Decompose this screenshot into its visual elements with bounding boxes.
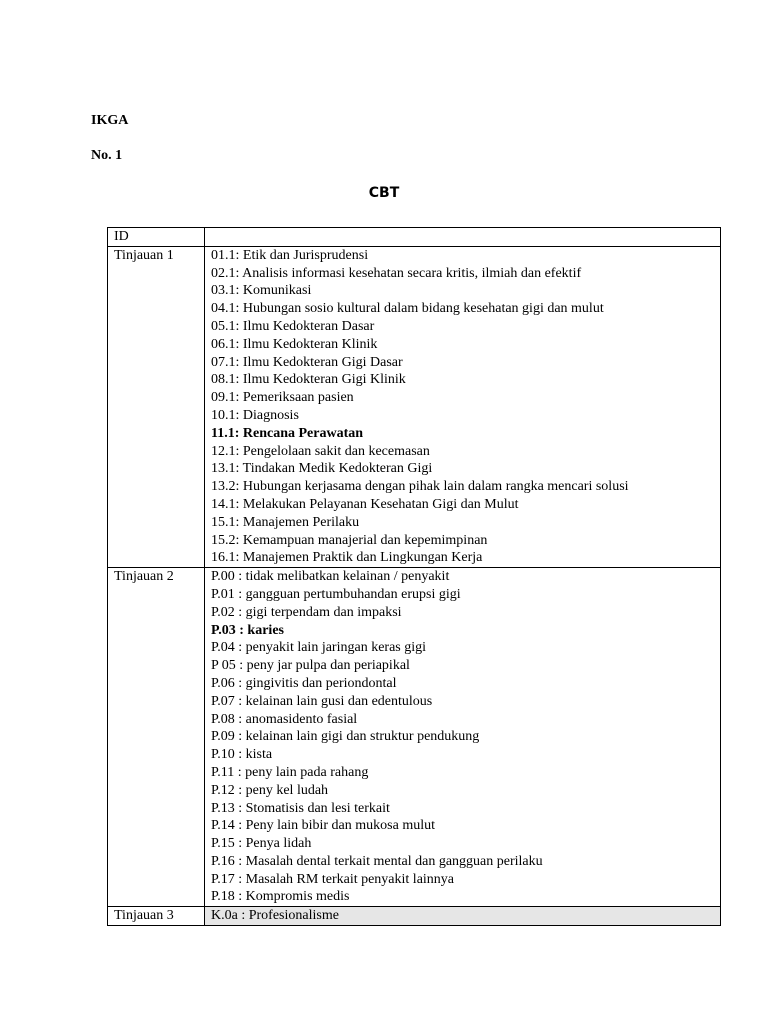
list-item: 06.1: Ilmu Kedokteran Klinik <box>211 336 378 352</box>
list-item: P.08 : anomasidento fasial <box>211 711 358 727</box>
list-item: P.02 : gigi terpendam dan impaksi <box>211 604 402 620</box>
list-item: P.16 : Masalah dental terkait mental dan gangguan perilaku <box>211 853 543 869</box>
id-label-cell: ID <box>108 228 205 247</box>
section-subtitle: CBT <box>368 185 400 201</box>
list-item: P.06 : gingivitis dan periondontal <box>211 675 397 691</box>
list-item: P.04 : penyakit lain jaringan keras gigi <box>211 640 427 656</box>
list-item: P.14 : Peny lain bibir dan mukosa mulut <box>211 818 435 834</box>
row-items-cell <box>205 907 721 926</box>
list-item: 10.1: Diagnosis <box>211 407 299 423</box>
list-item: 02.1: Analisis informasi kesehatan secara kritis, ilmiah dan efektif <box>211 265 582 281</box>
list-item: 16.1: Manajemen Praktik dan Lingkungan Kerja <box>211 550 483 566</box>
list-item: 15.2: Kemampuan manajerial dan kepemimpinan <box>211 532 488 548</box>
table-body <box>108 228 721 926</box>
list-item: P.09 : kelainan lain gigi dan struktur pendukung <box>211 729 480 745</box>
document-title: IKGA <box>91 113 129 128</box>
table-row <box>108 246 721 567</box>
list-item: 13.1: Tindakan Medik Kedokteran Gigi <box>211 461 433 477</box>
classification-table <box>107 227 721 926</box>
list-item: 05.1: Ilmu Kedokteran Dasar <box>211 318 375 334</box>
table-row-id <box>108 228 721 247</box>
list-item: 11.1: Rencana Perawatan <box>211 425 364 441</box>
list-item: P.01 : gangguan pertumbuhandan erupsi gigi <box>211 586 461 602</box>
list-item: P.11 : peny lain pada rahang <box>211 764 369 780</box>
list-item: 15.1: Manajemen Perilaku <box>211 514 360 530</box>
row-label-cell: Tinjauan 1 <box>108 246 205 567</box>
list-item: 01.1: Etik dan Jurisprudensi <box>211 247 369 263</box>
list-item: P 05 : peny jar pulpa dan periapikal <box>211 658 410 674</box>
row-items-cell <box>205 246 721 567</box>
document-number: No. 1 <box>91 148 123 163</box>
list-item: P.10 : kista <box>211 747 273 763</box>
list-item: 03.1: Komunikasi <box>211 283 312 299</box>
list-item: P.17 : Masalah RM terkait penyakit lainnya <box>211 871 455 887</box>
id-value-cell <box>205 228 721 247</box>
list-item: P.15 : Penya lidah <box>211 836 312 852</box>
list-item: 12.1: Pengelolaan sakit dan kecemasan <box>211 443 430 459</box>
list-item: P.13 : Stomatisis dan lesi terkait <box>211 800 390 816</box>
list-item: 07.1: Ilmu Kedokteran Gigi Dasar <box>211 354 403 370</box>
list-item: P.00 : tidak melibatkan kelainan / penyakit <box>211 569 450 585</box>
table-row <box>108 568 721 907</box>
list-item: P.18 : Kompromis medis <box>211 889 350 905</box>
list-item: P.12 : peny kel ludah <box>211 782 329 798</box>
list-item: 09.1: Pemeriksaan pasien <box>211 390 354 406</box>
list-item: P.03 : karies <box>211 622 284 638</box>
list-item: K.0a : Profesionalisme <box>211 908 339 924</box>
list-item: 14.1: Melakukan Pelayanan Kesehatan Gigi dan Mulut <box>211 496 519 512</box>
row-items-cell <box>205 568 721 907</box>
list-item: P.07 : kelainan lain gusi dan edentulous <box>211 693 433 709</box>
row-label-cell: Tinjauan 2 <box>108 568 205 907</box>
table-row <box>108 907 721 926</box>
row-label-cell: Tinjauan 3 <box>108 907 205 926</box>
list-item: 04.1: Hubungan sosio kultural dalam bidang kesehatan gigi dan mulut <box>211 301 604 317</box>
list-item: 08.1: Ilmu Kedokteran Gigi Klinik <box>211 372 406 388</box>
list-item: 13.2: Hubungan kerjasama dengan pihak lain dalam rangka mencari solusi <box>211 479 629 495</box>
